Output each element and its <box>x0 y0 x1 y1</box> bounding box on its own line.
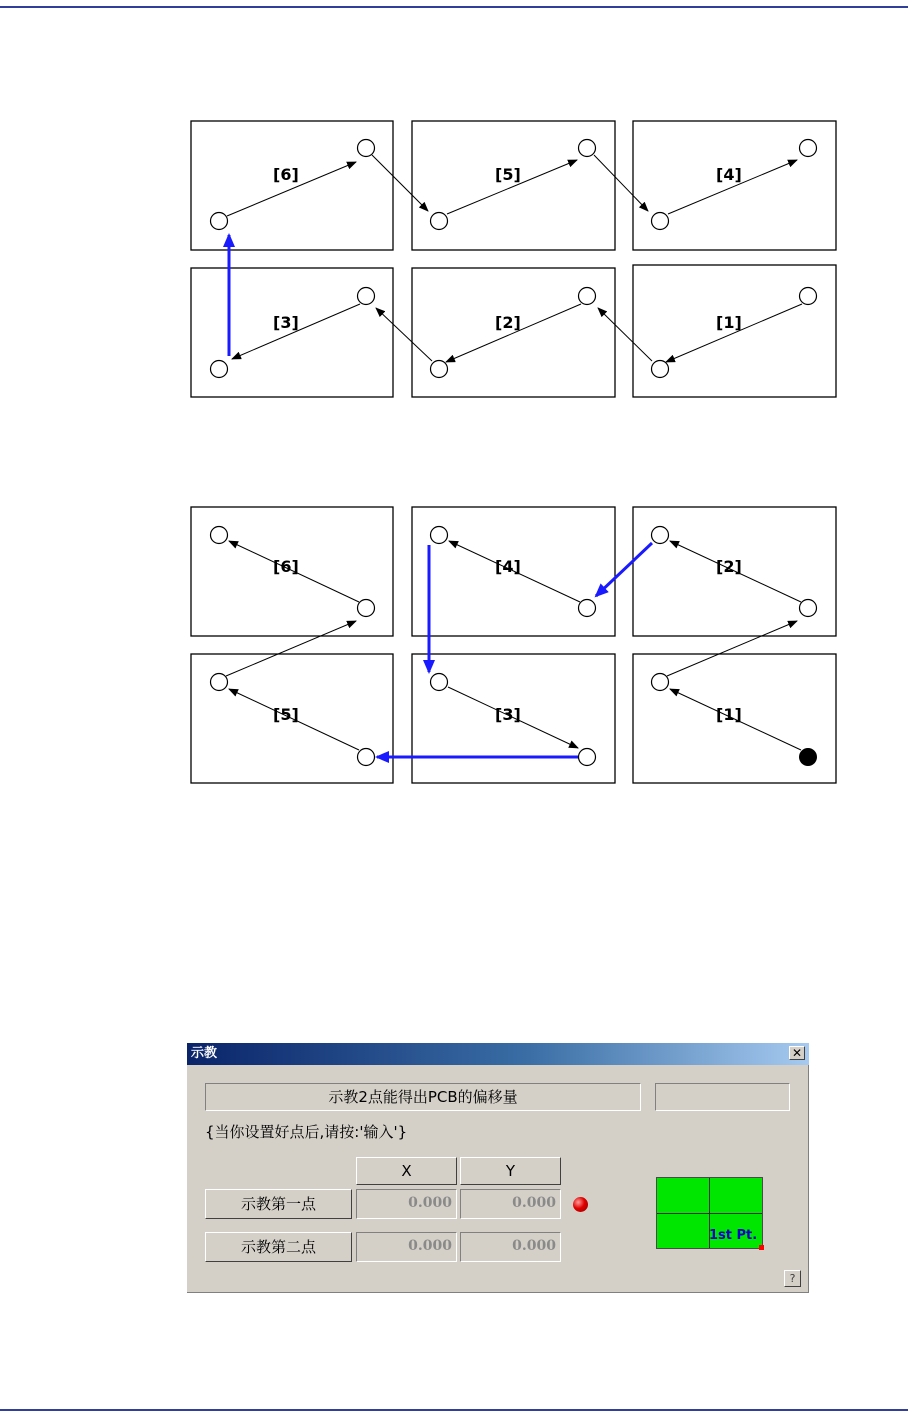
first-point-y-field[interactable]: 0.000 <box>460 1189 561 1219</box>
preview-label: 1st Pt. <box>709 1228 758 1243</box>
step-label-3: [3] <box>495 705 521 724</box>
caption-panel <box>205 1083 641 1111</box>
point-marker <box>431 527 448 544</box>
dialog-title: 示教 <box>191 1046 218 1061</box>
path-arrow <box>594 155 648 211</box>
point-marker <box>800 288 817 305</box>
point-marker <box>652 213 669 230</box>
teach-first-point-button[interactable]: 示教第一点 <box>205 1189 352 1219</box>
step-label-4: [4] <box>716 165 742 184</box>
top-rule <box>0 6 908 8</box>
second-point-x-field[interactable]: 0.000 <box>356 1232 457 1262</box>
step-label-5: [5] <box>495 165 521 184</box>
step-label-4: [4] <box>495 557 521 576</box>
point-marker <box>579 749 596 766</box>
first-point-x-field[interactable]: 0.000 <box>356 1189 457 1219</box>
point-marker <box>579 288 596 305</box>
step-label-3: [3] <box>273 313 299 332</box>
status-led-icon <box>573 1197 588 1212</box>
point-marker <box>358 749 375 766</box>
point-marker <box>358 288 375 305</box>
point-marker <box>800 600 817 617</box>
point-marker <box>579 140 596 157</box>
point-marker <box>431 674 448 691</box>
path-arrow <box>376 308 432 361</box>
start-point-marker <box>800 749 817 766</box>
transition-arrow-blue <box>596 543 652 596</box>
caption-text: 示教2点能得出PCB的偏移量 <box>328 1088 518 1106</box>
step-label-6: [6] <box>273 557 299 576</box>
instruction-text: {当你设置好点后,请按:'输入'} <box>205 1123 408 1141</box>
teach-second-point-button[interactable]: 示教第二点 <box>205 1232 352 1262</box>
preview-crosshair-h <box>657 1213 762 1214</box>
bottom-rule <box>0 1409 908 1411</box>
point-marker <box>358 600 375 617</box>
point-marker <box>579 600 596 617</box>
column-header-x: X <box>356 1157 457 1185</box>
status-panel <box>655 1083 790 1111</box>
step-label-2: [2] <box>716 557 742 576</box>
path-arrow <box>598 308 652 361</box>
path-arrow <box>667 621 797 676</box>
step-label-1: [1] <box>716 313 742 332</box>
point-marker <box>211 527 228 544</box>
close-button[interactable] <box>789 1046 805 1060</box>
point-marker <box>652 674 669 691</box>
point-marker <box>211 674 228 691</box>
dialog-titlebar[interactable] <box>187 1043 809 1065</box>
point-marker <box>211 361 228 378</box>
point-marker <box>652 361 669 378</box>
step-label-5: [5] <box>273 705 299 724</box>
point-preview <box>656 1177 763 1249</box>
second-point-y-field[interactable]: 0.000 <box>460 1232 561 1262</box>
step-label-1: [1] <box>716 705 742 724</box>
step-label-2: [2] <box>495 313 521 332</box>
point-marker <box>431 361 448 378</box>
preview-point-marker <box>759 1245 764 1250</box>
close-icon: ✕ <box>791 1046 803 1060</box>
point-marker <box>358 140 375 157</box>
column-header-y: Y <box>460 1157 561 1185</box>
help-button[interactable] <box>784 1270 801 1287</box>
point-marker <box>211 213 228 230</box>
point-marker <box>800 140 817 157</box>
help-icon: ? <box>789 1272 796 1285</box>
point-marker <box>652 527 669 544</box>
point-marker <box>431 213 448 230</box>
teach-dialog <box>187 1043 809 1293</box>
path-arrow <box>372 155 428 211</box>
path-arrow <box>226 621 356 676</box>
step-label-6: [6] <box>273 165 299 184</box>
snake-pattern-diagram-top <box>0 115 908 405</box>
snake-pattern-diagram-bottom <box>0 500 908 790</box>
